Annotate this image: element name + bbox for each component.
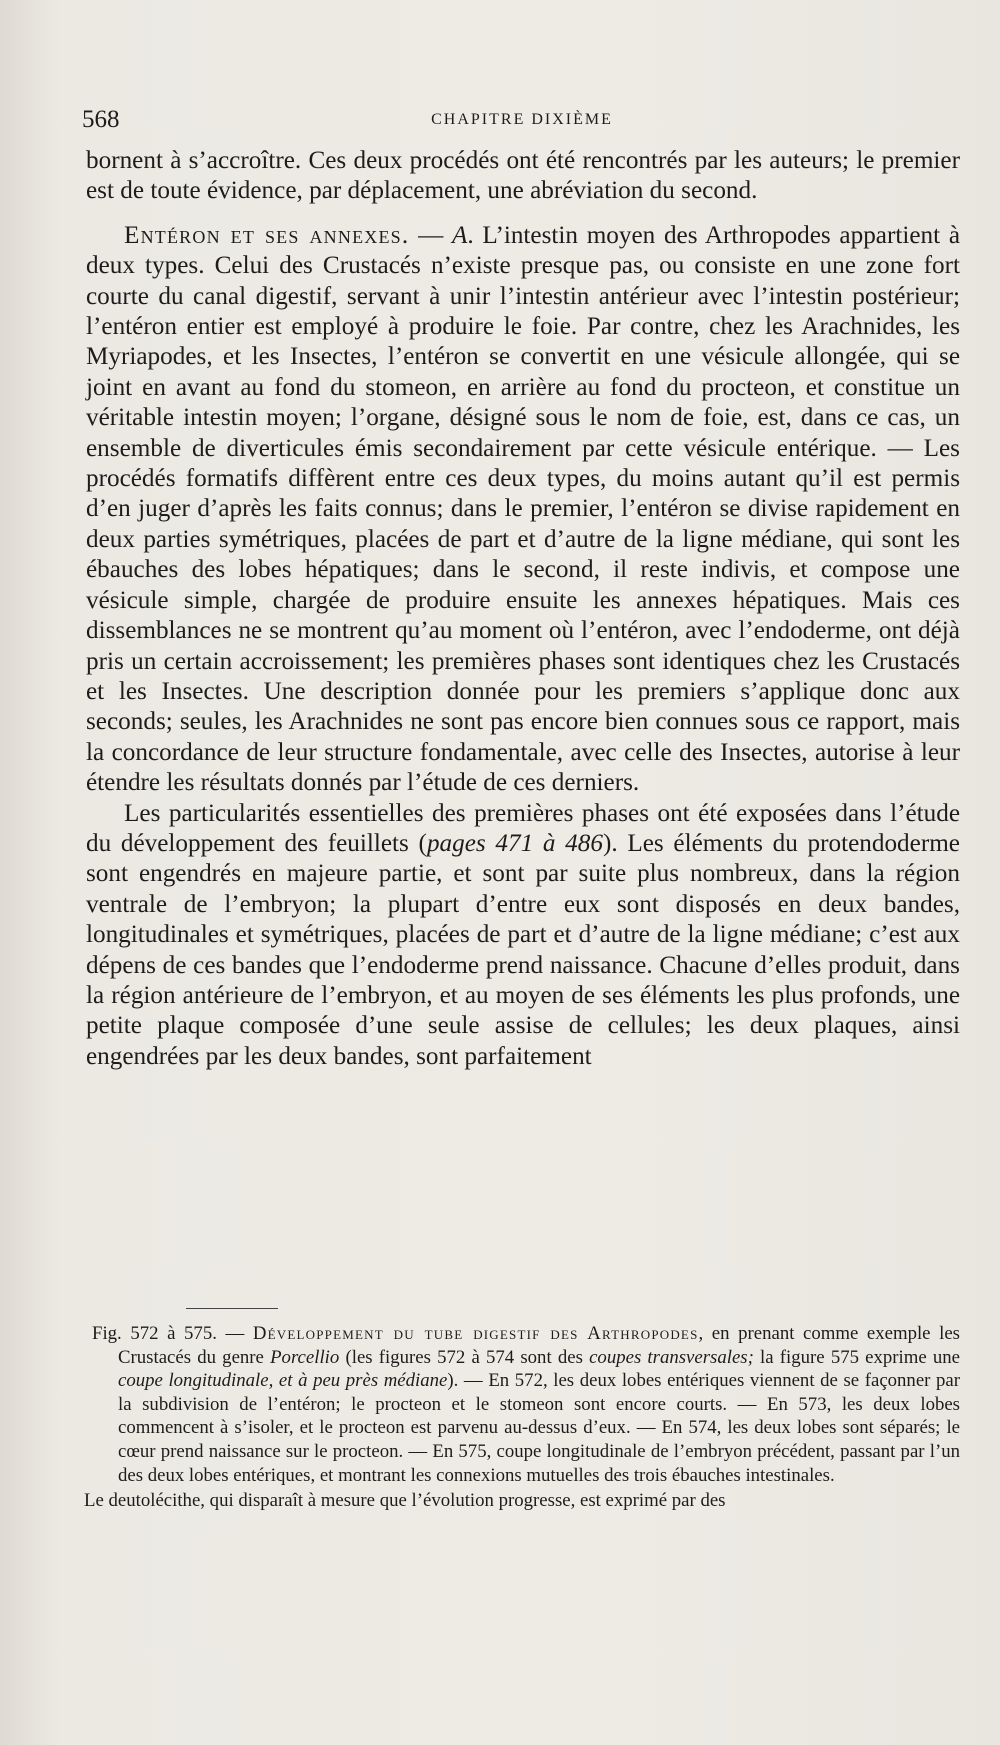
- page-reference: pages 471 à 486: [426, 829, 603, 857]
- legend-text-2: (les figures 572 à 574 sont des: [339, 1346, 590, 1368]
- legend-italic-2: coupe longitudinale, et à peu près médiane: [118, 1370, 448, 1392]
- section-letter: A: [451, 221, 468, 249]
- genus-name: Porcellio: [270, 1346, 340, 1368]
- page-header: [82, 103, 962, 137]
- legend-text-3: la figure 575 exprime une: [753, 1346, 961, 1368]
- paragraph-3-text-a: Les particularités essentielles des premières phases ont été exposées dans l’étude du développement des feuillets (: [86, 799, 960, 857]
- paragraph-3-text-b: ). Les éléments du protendoderme sont engendrés en majeure partie, et sont par suite plus nombreux, dans la région ventrale de l’embryon; la plupart d’entre eux sont disposés en deux bandes, longitudinales et symétriques, placées de part et d’autre de la ligne médiane; c’est aux dépens de ces bandes que l’endoderme prend naissance. Chacune d’elles produit, dans la région antérieure de l’embryon, et au moyen de ses éléments les plus profonds, une petite plaque composée d’une seule assise de cellules; les deux plaques, ainsi engendrées par les deux bandes, sont parfaitement: [86, 829, 960, 1070]
- main-text: [86, 146, 960, 1072]
- figure-title: Développement du tube digestif des Arthropodes: [252, 1323, 699, 1344]
- paragraph-1: bornent à s’accroître. Ces deux procédés ont été rencontrés par les auteurs; le premier est de toute évidence, par déplacement, une abréviation du second.: [86, 147, 960, 205]
- heading-dash: —: [409, 221, 452, 249]
- paragraph-2-text: . L’intestin moyen des Arthropodes appartient à deux types. Celui des Crustacés n’existe presque pas, ou consiste en une zone fort courte du canal digestif, servant à unir l’intestin antérieur avec l’intestin postérieur; l’entéron entier est employé à produire le foie. Par contre, chez les Arachnides, les Myriapodes, et les Insectes, l’entéron se convertit en une vésicule allongée, qui se joint en avant au fond du stomeon, en arrière au fond du procteon, et constitue un véritable intestin moyen; l’organe, désigné sous le nom de foie, est, dans ce cas, un ensemble de diverticules émis secondairement par cette vésicule entérique. — Les procédés formatifs diffèrent entre ces deux types, du moins autant qu’il est permis d’en juger d’après les faits connus; dans le premier, l’entéron se divise rapidement en deux parties symétriques, placées de part et d’autre de la ligne médiane, qui sont les ébauches des lobes hépatiques; dans le second, il reste indivis, et compose une vésicule simple, chargée de produire ensuite les annexes hépatiques. Mais ces dissemblances ne se montrent qu’au moment où l’entéron, avec l’endoderme, ont déjà pris un certain accroissement; les premières phases sont identiques chez les Crustacés et les Insectes. Une description donnée pour les premiers s’applique donc aux seconds; seules, les Arachnides ne sont pas encore bien connues sous ce rapport, mais la concordance de leur structure fondamentale, avec celle des Insectes, autorise à leur étendre les résultats donnés par l’étude de ces derniers.: [86, 221, 961, 797]
- footnote-rule: [186, 1308, 278, 1309]
- figure-caption: [84, 1322, 960, 1513]
- legend-text-1: , en prenant comme exemple les Crustacés du genre: [118, 1323, 960, 1368]
- page-number: 568: [82, 106, 120, 133]
- figure-legend: [84, 1322, 960, 1487]
- running-head: CHAPITRE DIXIÈME: [431, 111, 613, 128]
- legend-text-4: ). — En 572, les deux lobes entériques viennent de se façonner par la subdivision de l’entéron; le procteon et le stomeon sont encore courts. — En 573, les deux lobes commencent à s’isoler, et le procteon est parvenu au-dessus d’eux. — En 574, les deux lobes sont séparés; le cœur prend naissance sur le procteon. — En 575, coupe longitudinale de l’embryon précédent, passant par l’un des deux lobes entériques, et montrant les connexions mutuelles des trois ébauches intestinales.: [118, 1370, 961, 1486]
- section-heading: Entéron et ses annexes.: [124, 221, 410, 249]
- paragraph-3: [86, 799, 960, 1073]
- legend-italic-1: coupes transversales;: [589, 1346, 754, 1368]
- paragraph-2: [86, 221, 960, 799]
- figure-label: Fig. 572 à 575. —: [92, 1323, 253, 1344]
- caption-continuation: Le deutolécithe, qui disparaît à mesure que l’évolution progresse, est exprimé par des: [84, 1490, 726, 1512]
